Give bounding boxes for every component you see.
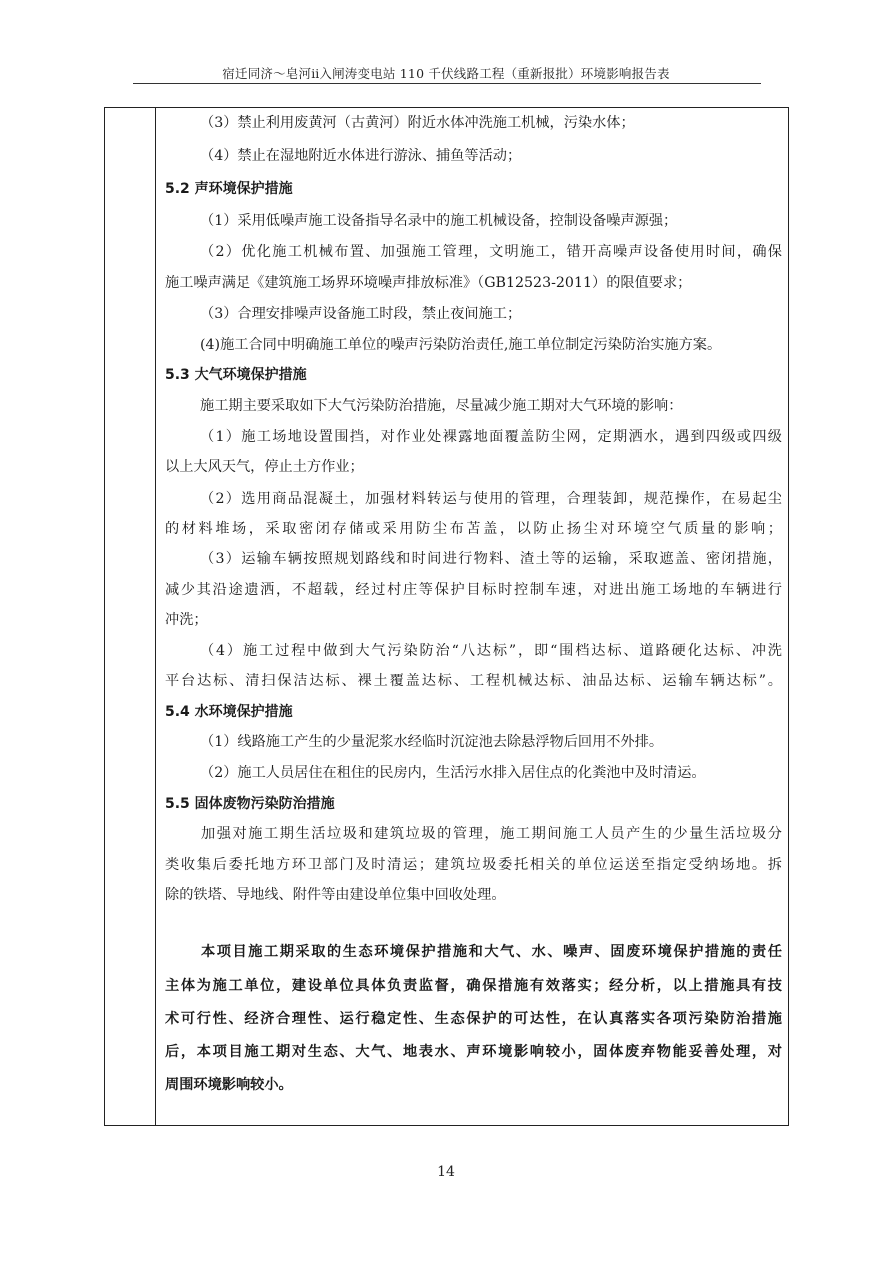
paragraph-line: 加强对施工期生活垃圾和建筑垃圾的管理，施工期间施工人员产生的少量生活垃圾分 <box>201 826 782 842</box>
paragraph-line: 施工期主要采取如下大气污染防治措施，尽量减少施工期对大气环境的影响： <box>200 398 683 414</box>
conclusion-line: 本项目施工期采取的生态环境保护措施和大气、水、噪声、固废环境保护措施的责任 <box>201 944 782 960</box>
paragraph-line: （4）施工过程中做到大气污染防治“八达标”，即“围档达标、道路硬化达标、冲洗 <box>200 643 782 659</box>
paragraph-line: （2）优化施工机械布置、加强施工管理，文明施工，错开高噪声设备使用时间，确保 <box>200 244 782 260</box>
paragraph-line: 除的铁塔、导地线、附件等由建设单位集中回收处理。 <box>165 887 506 903</box>
paragraph-line: 以上大风天气，停止土方作业； <box>165 459 364 475</box>
paragraph-line: （3）禁止利用废黄河（古黄河）附近水体冲洗施工机械，污染水体； <box>200 115 635 131</box>
paragraph-line: （2）施工人员居住在租住的民房内，生活污水排入居住点的化粪池中及时清运。 <box>200 765 706 781</box>
section-heading-solid-waste: 5.5 固体废物污染防治措施 <box>165 796 335 812</box>
paragraph-line: （1）施工场地设置围挡，对作业处裸露地面覆盖防尘网，定期洒水，遇到四级或四级 <box>200 429 782 445</box>
paragraph-line: （1）线路施工产生的少量泥浆水经临时沉淀池去除悬浮物后回用不外排。 <box>200 734 664 750</box>
page-header-title: 宿迁同济～皂河ⅱ入闸涛变电站 110 千伏线路工程（重新报批）环境影响报告表 <box>222 66 670 81</box>
paragraph-line: 的材料堆场，采取密闭存储或采用防尘布苫盖，以防止扬尘对环境空气质量的影响； <box>165 521 782 537</box>
section-heading-noise: 5.2 声环境保护措施 <box>165 181 293 197</box>
section-heading-water: 5.4 水环境保护措施 <box>165 704 293 720</box>
paragraph-line: 类收集后委托地方环卫部门及时清运；建筑垃圾委托相关的单位运送至指定受纳场地。拆 <box>165 857 782 873</box>
conclusion-line: 周围环境影响较小。 <box>165 1077 293 1093</box>
paragraph-line: （4）禁止在湿地附近水体进行游泳、捕鱼等活动； <box>200 148 522 164</box>
paragraph-line: （3）运输车辆按照规划路线和时间进行物料、渣土等的运输，采取遮盖、密闭措施， <box>200 551 782 567</box>
section-heading-air: 5.3 大气环境保护措施 <box>165 367 307 383</box>
header-rule <box>133 83 761 84</box>
page-number: 14 <box>437 1164 455 1180</box>
paragraph-line: 减少其沿途遗洒，不超载，经过村庄等保护目标时控制车速，对进出施工场地的车辆进行 <box>165 582 782 598</box>
table-column-divider <box>155 107 156 1126</box>
paragraph-line: 平台达标、清扫保洁达标、裸土覆盖达标、工程机械达标、油品达标、运输车辆达标”。 <box>165 673 782 689</box>
conclusion-line: 主体为施工单位，建设单位具体负责监督，确保措施有效落实；经分析，以上措施具有技 <box>165 978 782 994</box>
paragraph-line: （1）采用低噪声施工设备指导名录中的施工机械设备，控制设备噪声源强； <box>200 213 678 229</box>
conclusion-line: 后，本项目施工期对生态、大气、地表水、声环境影响较小，固体废弃物能妥善处理，对 <box>165 1044 782 1060</box>
paragraph-line: （2）选用商品混凝土，加强材料转运与使用的管理，合理装卸，规范操作，在易起尘 <box>200 491 782 507</box>
paragraph-line: （3）合理安排噪声设备施工时段，禁止夜间施工； <box>200 306 522 322</box>
conclusion-line: 术可行性、经济合理性、运行稳定性、生态保护的可达性，在认真落实各项污染防治措施 <box>165 1011 782 1027</box>
paragraph-line: 冲洗； <box>165 612 208 628</box>
paragraph-line: (4)施工合同中明确施工单位的噪声污染防治责任,施工单位制定污染防治实施方案。 <box>200 337 722 353</box>
paragraph-line: 施工噪声满足《建筑施工场界环境噪声排放标准》（GB12523-2011）的限值要求； <box>165 275 692 291</box>
